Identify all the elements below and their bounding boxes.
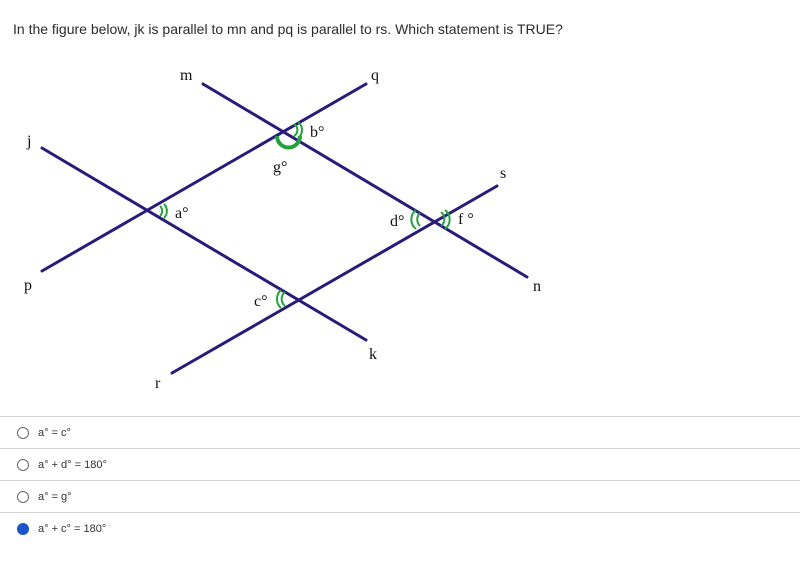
angle-g-arc [277,136,300,148]
question-text: In the figure below, jk is parallel to mn and pq is parallel to rs. Which statement is TRUE? [13,21,563,37]
option-3[interactable] [0,480,800,512]
point-label-q: q [371,67,379,84]
angle-c-arc [282,292,285,306]
angle-label-g: g° [273,159,288,176]
point-label-m: m [180,67,193,84]
option-1[interactable] [0,416,800,448]
point-label-n: n [533,278,541,295]
angle-c-arc-2 [277,290,281,308]
radio-button[interactable] [17,523,29,535]
point-label-k: k [369,346,377,363]
option-label: a° = g° [38,490,72,503]
option-label: a° = c° [38,426,71,439]
angle-label-c: c° [254,293,268,310]
angle-d-arc [417,213,420,226]
point-label-j: j [27,133,32,150]
option-label: a° + d° = 180° [38,458,107,471]
point-label-r: r [155,375,161,392]
line-mn [203,84,527,277]
angle-a-arc-2 [164,204,167,218]
radio-button[interactable] [17,427,29,439]
angle-label-a: a° [175,205,189,222]
option-2[interactable] [0,448,800,480]
point-label-s: s [500,165,507,182]
radio-button[interactable] [17,459,29,471]
angle-label-f: f ° [458,211,474,228]
radio-button[interactable] [17,491,29,503]
angle-a-arc [160,206,162,216]
option-label: a° + c° = 180° [38,523,107,535]
point-label-p: p [24,277,32,294]
option-4[interactable] [0,512,800,545]
angle-label-b: b° [310,124,325,141]
angle-d-arc-2 [411,210,416,229]
answer-options [0,416,800,545]
angle-label-d: d° [390,213,405,230]
